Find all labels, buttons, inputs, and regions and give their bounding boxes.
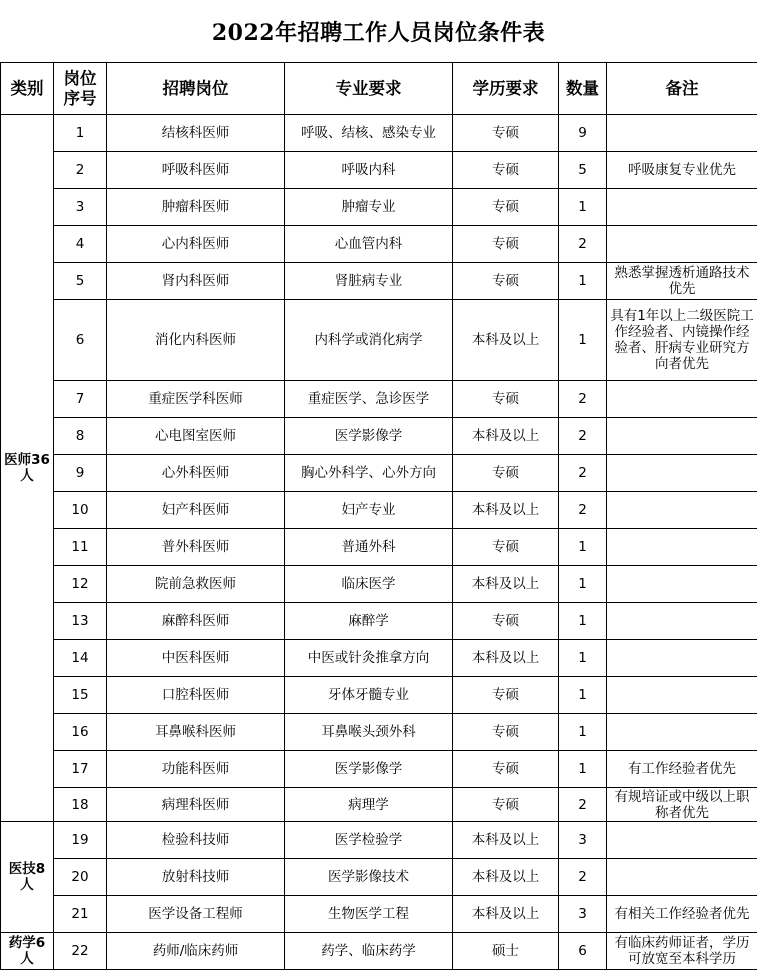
position-cell: 院前急救医师 <box>107 566 285 603</box>
remark-cell: 有规培证或中级以上职称者优先 <box>607 788 757 822</box>
position-cell: 检验科技师 <box>107 822 285 859</box>
education-cell: 专硕 <box>453 189 559 226</box>
table-row <box>1 566 757 603</box>
education-cell: 本科及以上 <box>453 418 559 455</box>
count-cell: 6 <box>559 933 607 970</box>
remark-cell: 熟悉掌握透析通路技术优先 <box>607 263 757 300</box>
education-cell: 专硕 <box>453 751 559 788</box>
table-row <box>1 677 757 714</box>
count-cell: 3 <box>559 896 607 933</box>
header-remark: 备注 <box>607 63 757 115</box>
count-cell: 2 <box>559 226 607 263</box>
count-cell: 9 <box>559 115 607 152</box>
major-cell: 生物医学工程 <box>285 896 453 933</box>
category-technicians: 医技8人 <box>1 822 54 933</box>
position-cell: 普外科医师 <box>107 529 285 566</box>
table-row <box>1 788 757 822</box>
header-major: 专业要求 <box>285 63 453 115</box>
major-cell: 妇产专业 <box>285 492 453 529</box>
position-cell: 妇产科医师 <box>107 492 285 529</box>
count-cell: 1 <box>559 189 607 226</box>
major-cell: 肿瘤专业 <box>285 189 453 226</box>
position-cell: 心内科医师 <box>107 226 285 263</box>
count-cell: 2 <box>559 381 607 418</box>
count-cell: 1 <box>559 603 607 640</box>
remark-cell <box>607 640 757 677</box>
education-cell: 专硕 <box>453 714 559 751</box>
education-cell: 本科及以上 <box>453 822 559 859</box>
remark-cell <box>607 566 757 603</box>
major-cell: 临床医学 <box>285 566 453 603</box>
major-cell: 医学影像学 <box>285 751 453 788</box>
seq-cell: 2 <box>54 152 107 189</box>
education-cell: 专硕 <box>453 603 559 640</box>
major-cell: 内科学或消化病学 <box>285 300 453 381</box>
table-row <box>1 152 757 189</box>
major-cell: 牙体牙髓专业 <box>285 677 453 714</box>
major-cell: 心血管内科 <box>285 226 453 263</box>
position-cell: 结核科医师 <box>107 115 285 152</box>
remark-cell <box>607 677 757 714</box>
seq-cell: 21 <box>54 896 107 933</box>
position-cell: 麻醉科医师 <box>107 603 285 640</box>
position-cell: 中医科医师 <box>107 640 285 677</box>
major-cell: 医学影像技术 <box>285 859 453 896</box>
position-cell: 心电图室医师 <box>107 418 285 455</box>
table-row <box>1 896 757 933</box>
table-row <box>1 115 757 152</box>
major-cell: 中医或针灸推拿方向 <box>285 640 453 677</box>
remark-cell: 有工作经验者优先 <box>607 751 757 788</box>
table-row <box>1 714 757 751</box>
position-cell: 口腔科医师 <box>107 677 285 714</box>
count-cell: 2 <box>559 418 607 455</box>
remark-cell <box>607 714 757 751</box>
header-category: 类别 <box>1 63 54 115</box>
count-cell: 5 <box>559 152 607 189</box>
position-cell: 耳鼻喉科医师 <box>107 714 285 751</box>
remark-cell <box>607 226 757 263</box>
count-cell: 2 <box>559 859 607 896</box>
seq-cell: 3 <box>54 189 107 226</box>
count-cell: 1 <box>559 566 607 603</box>
remark-cell: 呼吸康复专业优先 <box>607 152 757 189</box>
count-cell: 1 <box>559 529 607 566</box>
recruitment-table <box>0 62 757 970</box>
position-cell: 功能科医师 <box>107 751 285 788</box>
position-cell: 医学设备工程师 <box>107 896 285 933</box>
header-education: 学历要求 <box>453 63 559 115</box>
education-cell: 本科及以上 <box>453 300 559 381</box>
education-cell: 专硕 <box>453 381 559 418</box>
table-row <box>1 455 757 492</box>
position-cell: 药师/临床药师 <box>107 933 285 970</box>
education-cell: 本科及以上 <box>453 859 559 896</box>
position-cell: 重症医学科医师 <box>107 381 285 418</box>
seq-cell: 9 <box>54 455 107 492</box>
education-cell: 专硕 <box>453 529 559 566</box>
seq-cell: 15 <box>54 677 107 714</box>
seq-cell: 13 <box>54 603 107 640</box>
remark-cell <box>607 859 757 896</box>
seq-cell: 17 <box>54 751 107 788</box>
seq-cell: 6 <box>54 300 107 381</box>
remark-cell <box>607 492 757 529</box>
position-cell: 消化内科医师 <box>107 300 285 381</box>
remark-cell <box>607 529 757 566</box>
remark-cell <box>607 189 757 226</box>
seq-cell: 8 <box>54 418 107 455</box>
education-cell: 专硕 <box>453 115 559 152</box>
count-cell: 1 <box>559 677 607 714</box>
major-cell: 胸心外科学、心外方向 <box>285 455 453 492</box>
seq-cell: 20 <box>54 859 107 896</box>
education-cell: 专硕 <box>453 263 559 300</box>
seq-cell: 10 <box>54 492 107 529</box>
table-row <box>1 529 757 566</box>
table-row <box>1 822 757 859</box>
remark-cell: 具有1年以上二级医院工作经验者、内镜操作经验者、肝病专业研究方向者优先 <box>607 300 757 381</box>
major-cell: 医学检验学 <box>285 822 453 859</box>
education-cell: 专硕 <box>453 455 559 492</box>
table-row <box>1 189 757 226</box>
education-cell: 本科及以上 <box>453 896 559 933</box>
count-cell: 2 <box>559 455 607 492</box>
table-row <box>1 226 757 263</box>
education-cell: 本科及以上 <box>453 566 559 603</box>
remark-cell <box>607 418 757 455</box>
seq-cell: 14 <box>54 640 107 677</box>
seq-cell: 22 <box>54 933 107 970</box>
position-cell: 呼吸科医师 <box>107 152 285 189</box>
remark-cell <box>607 603 757 640</box>
table-row <box>1 933 757 970</box>
table-row <box>1 603 757 640</box>
seq-cell: 5 <box>54 263 107 300</box>
count-cell: 1 <box>559 263 607 300</box>
remark-cell <box>607 381 757 418</box>
seq-cell: 11 <box>54 529 107 566</box>
education-cell: 专硕 <box>453 677 559 714</box>
seq-cell: 1 <box>54 115 107 152</box>
position-cell: 放射科技师 <box>107 859 285 896</box>
education-cell: 专硕 <box>453 226 559 263</box>
table-row <box>1 751 757 788</box>
major-cell: 重症医学、急诊医学 <box>285 381 453 418</box>
education-cell: 本科及以上 <box>453 640 559 677</box>
position-cell: 肿瘤科医师 <box>107 189 285 226</box>
seq-cell: 19 <box>54 822 107 859</box>
count-cell: 2 <box>559 788 607 822</box>
major-cell: 肾脏病专业 <box>285 263 453 300</box>
table-row <box>1 640 757 677</box>
major-cell: 病理学 <box>285 788 453 822</box>
major-cell: 药学、临床药学 <box>285 933 453 970</box>
table-row <box>1 263 757 300</box>
header-position: 招聘岗位 <box>107 63 285 115</box>
table-row <box>1 859 757 896</box>
category-doctors: 医师36人 <box>1 115 54 822</box>
remark-cell: 有相关工作经验者优先 <box>607 896 757 933</box>
count-cell: 1 <box>559 714 607 751</box>
position-cell: 心外科医师 <box>107 455 285 492</box>
count-cell: 3 <box>559 822 607 859</box>
seq-cell: 18 <box>54 788 107 822</box>
major-cell: 呼吸、结核、感染专业 <box>285 115 453 152</box>
seq-cell: 12 <box>54 566 107 603</box>
page-title: 2022年招聘工作人员岗位条件表 <box>211 20 546 46</box>
education-cell: 硕士 <box>453 933 559 970</box>
table-row <box>1 300 757 381</box>
table-row <box>1 381 757 418</box>
seq-cell: 16 <box>54 714 107 751</box>
seq-cell: 7 <box>54 381 107 418</box>
header-row <box>1 63 757 115</box>
table-row <box>1 492 757 529</box>
count-cell: 2 <box>559 492 607 529</box>
major-cell: 耳鼻喉头颈外科 <box>285 714 453 751</box>
position-cell: 病理科医师 <box>107 788 285 822</box>
category-pharmacy: 药学6人 <box>1 933 54 970</box>
major-cell: 呼吸内科 <box>285 152 453 189</box>
seq-cell: 4 <box>54 226 107 263</box>
remark-cell <box>607 822 757 859</box>
major-cell: 普通外科 <box>285 529 453 566</box>
remark-cell <box>607 115 757 152</box>
remark-cell <box>607 455 757 492</box>
table-row <box>1 418 757 455</box>
count-cell: 1 <box>559 640 607 677</box>
remark-cell: 有临床药师证者，学历可放宽至本科学历 <box>607 933 757 970</box>
education-cell: 本科及以上 <box>453 492 559 529</box>
count-cell: 1 <box>559 300 607 381</box>
header-count: 数量 <box>559 63 607 115</box>
major-cell: 医学影像学 <box>285 418 453 455</box>
count-cell: 1 <box>559 751 607 788</box>
major-cell: 麻醉学 <box>285 603 453 640</box>
education-cell: 专硕 <box>453 788 559 822</box>
header-seq: 岗位序号 <box>54 63 107 115</box>
education-cell: 专硕 <box>453 152 559 189</box>
position-cell: 肾内科医师 <box>107 263 285 300</box>
